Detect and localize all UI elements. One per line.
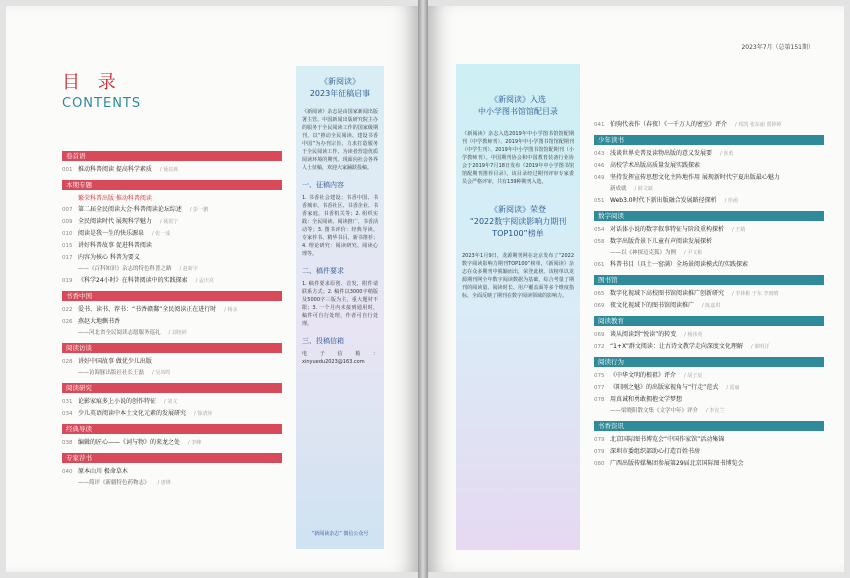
section-header: [594, 211, 824, 221]
article-author: / 尹文彬: [684, 250, 703, 256]
article-author: / 佳函: [724, 198, 738, 204]
book-gutter: [418, 0, 428, 578]
toc-subtitle: CONTENTS: [62, 96, 142, 111]
toc-section: [594, 275, 824, 311]
article-author: / 徐清萍: [194, 411, 213, 417]
page-number: 072: [594, 344, 605, 350]
article-author: / 秦明洋: [750, 344, 770, 350]
section-header-label: 阅读教育: [598, 317, 624, 325]
page-number: 038: [62, 440, 73, 446]
article-author: / 薛文斌: [634, 186, 653, 192]
article-title: 全民阅读时代 展现科学魅力: [78, 218, 152, 225]
article-author: / 陈嘉琪: [702, 303, 721, 309]
section-header-label: 图书馆: [598, 276, 618, 284]
article-subtitle: ——《百科知识》杂志的特色科普之路: [78, 266, 172, 272]
toc-section: [594, 357, 824, 416]
article-author: / 喜勇: [720, 151, 734, 157]
article-author: / 李峰: [188, 440, 202, 446]
article-author: / 吴凤鸣: [152, 370, 171, 376]
page-number: 040: [62, 469, 73, 475]
toc-item[interactable]: [62, 409, 282, 419]
page-number: 061: [594, 262, 605, 268]
left-toc-column: [62, 146, 282, 491]
toc-section: [594, 211, 824, 270]
toc-item[interactable]: [594, 330, 824, 340]
page-number: 034: [62, 411, 73, 417]
issue-label: 2023年7月（总第151期）: [741, 44, 814, 51]
page-number: 017: [62, 255, 73, 261]
toc-section: [594, 135, 824, 206]
toc-item[interactable]: [62, 265, 282, 274]
toc-item[interactable]: [594, 301, 824, 311]
page-number: 001: [62, 167, 73, 173]
section-header-label: 书香资讯: [598, 422, 624, 430]
page-number: 041: [594, 122, 605, 128]
section-header: [62, 453, 282, 463]
toc-item[interactable]: [594, 196, 824, 206]
article-title: 谈从阅读到“悦读”的转变: [610, 331, 677, 338]
section-header-label: 书香中国: [66, 292, 92, 300]
announce-title-2: 中小学图书馆馆配目录: [478, 107, 558, 116]
toc-item[interactable]: [594, 161, 824, 171]
article-title: 燕赵大地飘书香: [78, 318, 121, 325]
article-title: 讲好中国故事 做优少儿出版: [78, 358, 152, 365]
toc-item[interactable]: [62, 217, 282, 227]
panel-title-1: 《新阅读》: [320, 77, 360, 86]
toc-section: [62, 151, 282, 175]
panel-title-2: 2023年征稿启事: [309, 89, 371, 98]
page-number: 007: [62, 207, 73, 213]
toc-item[interactable]: [594, 185, 824, 194]
toc-item[interactable]: [594, 249, 824, 258]
page-number: 069: [594, 332, 605, 338]
toc-section: [62, 343, 282, 378]
section-header: [62, 291, 282, 301]
article-title: 数字化视域下高校图书馆阅读推广创新研究: [610, 290, 725, 297]
panel-footer: “新阅读杂志” 微信公众号: [311, 531, 369, 537]
article-title: 论影家痕多上小说的创作特征: [78, 398, 157, 405]
page-number: 075: [594, 373, 605, 379]
toc-item[interactable]: [62, 165, 282, 175]
toc-item[interactable]: [62, 397, 282, 407]
toc-item[interactable]: [62, 438, 282, 448]
right-toc-column: [594, 118, 824, 472]
article-title: 数字出版背景下儿童有声阅读发展探析: [610, 238, 713, 245]
article-title: 坚持发挥宣传思想文化主阵地作用 展现新时代宁夏出版最心魅力: [610, 174, 780, 181]
section-header: [62, 424, 282, 434]
page-number: 069: [594, 303, 605, 309]
toc-section: [62, 383, 282, 419]
section-header-label: 本期专题: [66, 181, 92, 189]
toc-section: [594, 316, 824, 352]
article-author: / 杨永: [224, 307, 238, 313]
article-title: 《阳刚之魅》的出版家视角与“行走”范式: [610, 384, 719, 391]
toc-item[interactable]: [594, 383, 824, 393]
toc-item[interactable]: [594, 407, 824, 416]
section-header: [594, 421, 824, 431]
article-title: 阅读是我一生的快乐源泉: [78, 230, 145, 237]
page-number: 026: [62, 319, 73, 325]
toc-item[interactable]: [62, 329, 282, 338]
toc-section: [594, 421, 824, 469]
toc-item[interactable]: [594, 289, 824, 299]
article-title: 繁荣科普出版 推动科普阅读: [78, 195, 152, 202]
toc-section: [62, 291, 282, 338]
page-number: 051: [594, 198, 605, 204]
section-header: [62, 343, 282, 353]
page-number: 009: [62, 219, 73, 225]
section-header-label: 经典导读: [66, 425, 92, 433]
panel-heading-1: 一、征稿内容: [302, 181, 344, 189]
panel-heading-2: 二、稿件要求: [302, 267, 344, 275]
page-number: 058: [594, 239, 605, 245]
toc-item[interactable]: [62, 317, 282, 327]
article-title: 广西出版传媒集团参展第29届北京国际图书博览会: [610, 460, 744, 467]
section-header-label: 阅读研究: [66, 384, 92, 392]
toc-item[interactable]: [594, 120, 824, 130]
page-number: 065: [594, 291, 605, 297]
article-author: / 聂震宁: [159, 219, 179, 225]
article-title: 北京国际图书博览会“中国作家馆”活动集锦: [610, 436, 725, 443]
article-title: 第二届全民阅读大会·科普阅读论坛综述: [78, 206, 182, 213]
article-author: / 唐锋: [157, 480, 171, 486]
article-title: 原本山川 极命草木: [78, 468, 128, 475]
page-number: 010: [62, 231, 73, 237]
article-author: / 李克兰: [706, 408, 725, 414]
article-title: 夜文化视域下的图书馆阅读推广: [610, 302, 695, 309]
section-header: [62, 383, 282, 393]
toc-item[interactable]: [594, 447, 824, 457]
article-title: 讲好科普故事 促进科普阅读: [78, 242, 152, 249]
page-number: 031: [62, 399, 73, 405]
article-subtitle: ——以《神探迈克狐》为例: [610, 250, 677, 256]
page-number: 028: [62, 359, 73, 365]
section-header: [62, 151, 282, 161]
page-number: 049: [594, 175, 605, 181]
announce-title-4: “2022数字阅读影响力期刊TOP100”榜单: [469, 217, 567, 238]
article-title: 推动科普阅读 提高科学素质: [78, 166, 152, 173]
call-for-papers-panel: [296, 66, 384, 549]
page-number: 043: [594, 151, 605, 157]
toc-item[interactable]: [62, 467, 282, 477]
article-author: / 赵新宇: [179, 266, 198, 272]
left-page: [6, 6, 418, 572]
article-author: / 王婧: [732, 227, 746, 233]
article-author: / 刘艳婷: [168, 330, 187, 336]
article-title: 编辑的匠心——《词与物》的来龙之处: [78, 439, 181, 446]
article-author: / 刘文: [164, 399, 178, 405]
toc-item[interactable]: [62, 205, 282, 215]
toc-section: [62, 180, 282, 286]
page-number: 078: [594, 397, 605, 403]
section-header-label: 数字阅读: [598, 212, 624, 220]
toc-item[interactable]: [62, 369, 282, 378]
toc-item[interactable]: [594, 459, 824, 469]
toc-section: [62, 453, 282, 488]
toc-section: [594, 120, 824, 130]
article-subtitle: ——简评《新疆特色药物志》: [78, 480, 150, 486]
article-author: / 张一成: [152, 231, 171, 237]
toc-item[interactable]: [594, 435, 824, 445]
article-title: 浅谈世界史普及读物出版的意义发展要: [610, 150, 713, 157]
page-number: 077: [594, 385, 605, 391]
panel-heading-3: 三、投稿信箱: [302, 337, 344, 345]
article-title: “1+X”群文阅读：让古诗文教学走向深度文化理解: [610, 343, 743, 350]
toc-item[interactable]: [62, 241, 282, 251]
toc-item[interactable]: [594, 371, 824, 381]
section-header-label: 阅读行为: [598, 358, 624, 366]
announcement-panel: [456, 64, 580, 550]
announce-body-2: 2023年1月9日，龙源期刊网在北京发布了“2022数字阅读影响力期刊TOP100”榜单，《新阅读》杂志在众多期刊中脱颖而出，荣登此榜。该榜单以龙源期刊网全年数字阅读数据为基础，综合考量了期刊的阅读量、阅读时长、用户覆盖面等多个维度指标，全面反映了期刊在数字阅读领域的影响力。: [462, 253, 574, 299]
right-page: [428, 6, 844, 572]
section-header: [62, 180, 282, 190]
toc-item[interactable]: [594, 237, 824, 247]
article-author: / 孟庆亮: [195, 278, 214, 284]
toc-item[interactable]: [62, 305, 282, 315]
article-subtitle: ——梁晓阳散文集《文学中年》评介: [610, 408, 699, 414]
section-header: [594, 357, 824, 367]
article-title: 内容为核心 科普为要义: [78, 254, 140, 261]
section-header: [594, 275, 824, 285]
toc-item[interactable]: [594, 395, 824, 405]
section-header-label: 专家荐书: [66, 454, 92, 462]
section-header: [594, 135, 824, 145]
section-header: [594, 316, 824, 326]
toc-item[interactable]: [62, 229, 282, 239]
article-title: 对话体小说的数字叙事特征与阶段重构探析: [610, 226, 725, 233]
article-author: / 彭一鹏: [189, 207, 209, 213]
page-number: 022: [62, 307, 73, 313]
article-subtitle: ——访海豚出版社社长王磊: [78, 370, 145, 376]
page-number: 019: [62, 278, 73, 284]
article-title: 科普书目（具土一窑满）全场景阅读模式的实践探索: [610, 261, 749, 268]
page-number: 079: [594, 437, 605, 443]
announce-body-1: 《新阅读》杂志入选2019年中小学图书馆馆配期刊（中学教师刊）、2019年中小学图书馆馆配期刊（中学生刊）、2019年中小学图书馆馆配期刊（小学教师刊）。中国期刊协会和中国教育装备行业协会于2019年7月18日发布《2019年中小学图书馆馆配期刊推荐目录》。该目录经过期刊评审专家委员会严格评审，共有139种期刊入选。: [462, 131, 574, 185]
toc-item[interactable]: [62, 276, 282, 286]
announce-title-3: 《新阅读》荣登: [490, 205, 546, 214]
section-header-label: 少年读书: [598, 136, 624, 144]
article-title: 《科学24小时》在科普阅读中的实践探索: [78, 277, 188, 284]
toc-item[interactable]: [62, 253, 282, 263]
panel-content-1: 1. 书香社会建设；书香中国、书香城市、书香社区、书香企业、书香家庭、书香机关等；2. 组织实践：全民阅读、阅读推广、书香活动等；3. 图书评价：经典导读、专家荐书、精华书目、新书推荐；4. 理论研究：阅读研究、阅读心理等。: [302, 195, 378, 257]
toc-section: [62, 424, 282, 448]
toc-title: 目 录: [62, 72, 122, 93]
page-number: 015: [62, 243, 73, 249]
toc-item[interactable]: [594, 225, 824, 235]
toc-item[interactable]: [594, 260, 824, 270]
article-title: 深圳市委组织部助心打造百姓书房: [610, 448, 701, 455]
toc-item[interactable]: [62, 479, 282, 488]
article-author: / 胡子辰: [684, 373, 703, 379]
announce-title-1: 《新阅读》入选: [490, 95, 546, 104]
toc-item[interactable]: [62, 357, 282, 367]
toc-item[interactable]: [594, 149, 824, 159]
article-title: Web3.0时代下新出版融合发展路径探析: [610, 197, 717, 204]
page-number: 054: [594, 227, 605, 233]
article-subtitle: ——河北省全民阅读志愿服务巡礼: [78, 330, 161, 336]
section-header-label: 阅读访谈: [66, 344, 92, 352]
article-title: 伯驹代表作（春夜）《一千万人的密室》评介: [610, 121, 728, 128]
page-number: 079: [594, 449, 605, 455]
toc-item[interactable]: [594, 173, 824, 183]
article-author: / 杨伟英: [684, 332, 703, 338]
toc-item[interactable]: [594, 342, 824, 352]
section-header-label: 卷首语: [66, 152, 86, 160]
article-title: 少儿英语阅读中本土文化元素的发展研究: [78, 410, 187, 417]
article-author: / 李林彬 于东 李雨晴: [732, 291, 779, 297]
article-author: / 聂辰席: [159, 167, 179, 173]
article-title: 《中华文明的根祖》评介: [610, 372, 677, 379]
panel-intro: 《新阅读》杂志是由国家新闻出版署主管、中国新闻出版研究院主办的服务于全民阅读工作的国家级期刊，以“推动全民阅读、建设书香中国”为办刊宗旨，力求打造服务于全民阅读工作、为读者营造优质阅读环境的期刊。现面向社会各界人士征稿，欢迎大家踊跃投稿。: [302, 109, 378, 171]
article-title: 爱书、读书、荐书：“书香赣鄱”全民阅读正在进行时: [78, 306, 217, 313]
article-subtitle: 新成就: [610, 186, 627, 192]
panel-content-2: 1. 稿件要求原创、首发，附件请联系方式；2. 稿件以3000字稍版及5000字三版为主，重大题材不限；3. 一个月内未接到通用时，稿件可自行处理，作者可自行处理。: [302, 281, 378, 327]
article-author: / 邦凯 张东丽 贾婷婷: [735, 122, 782, 128]
page-number: 080: [594, 461, 605, 467]
panel-content-3: 电子信箱：xinyuedu2023@163.com: [302, 351, 378, 365]
toc-item[interactable]: [62, 194, 282, 203]
article-title: 高校学术出版高质量发展实践探索: [610, 162, 701, 169]
article-author: / 雷丽: [726, 385, 740, 391]
page-number: 046: [594, 163, 605, 169]
article-title: 用真诚和勇敢拥抱文学梦想: [610, 396, 683, 403]
